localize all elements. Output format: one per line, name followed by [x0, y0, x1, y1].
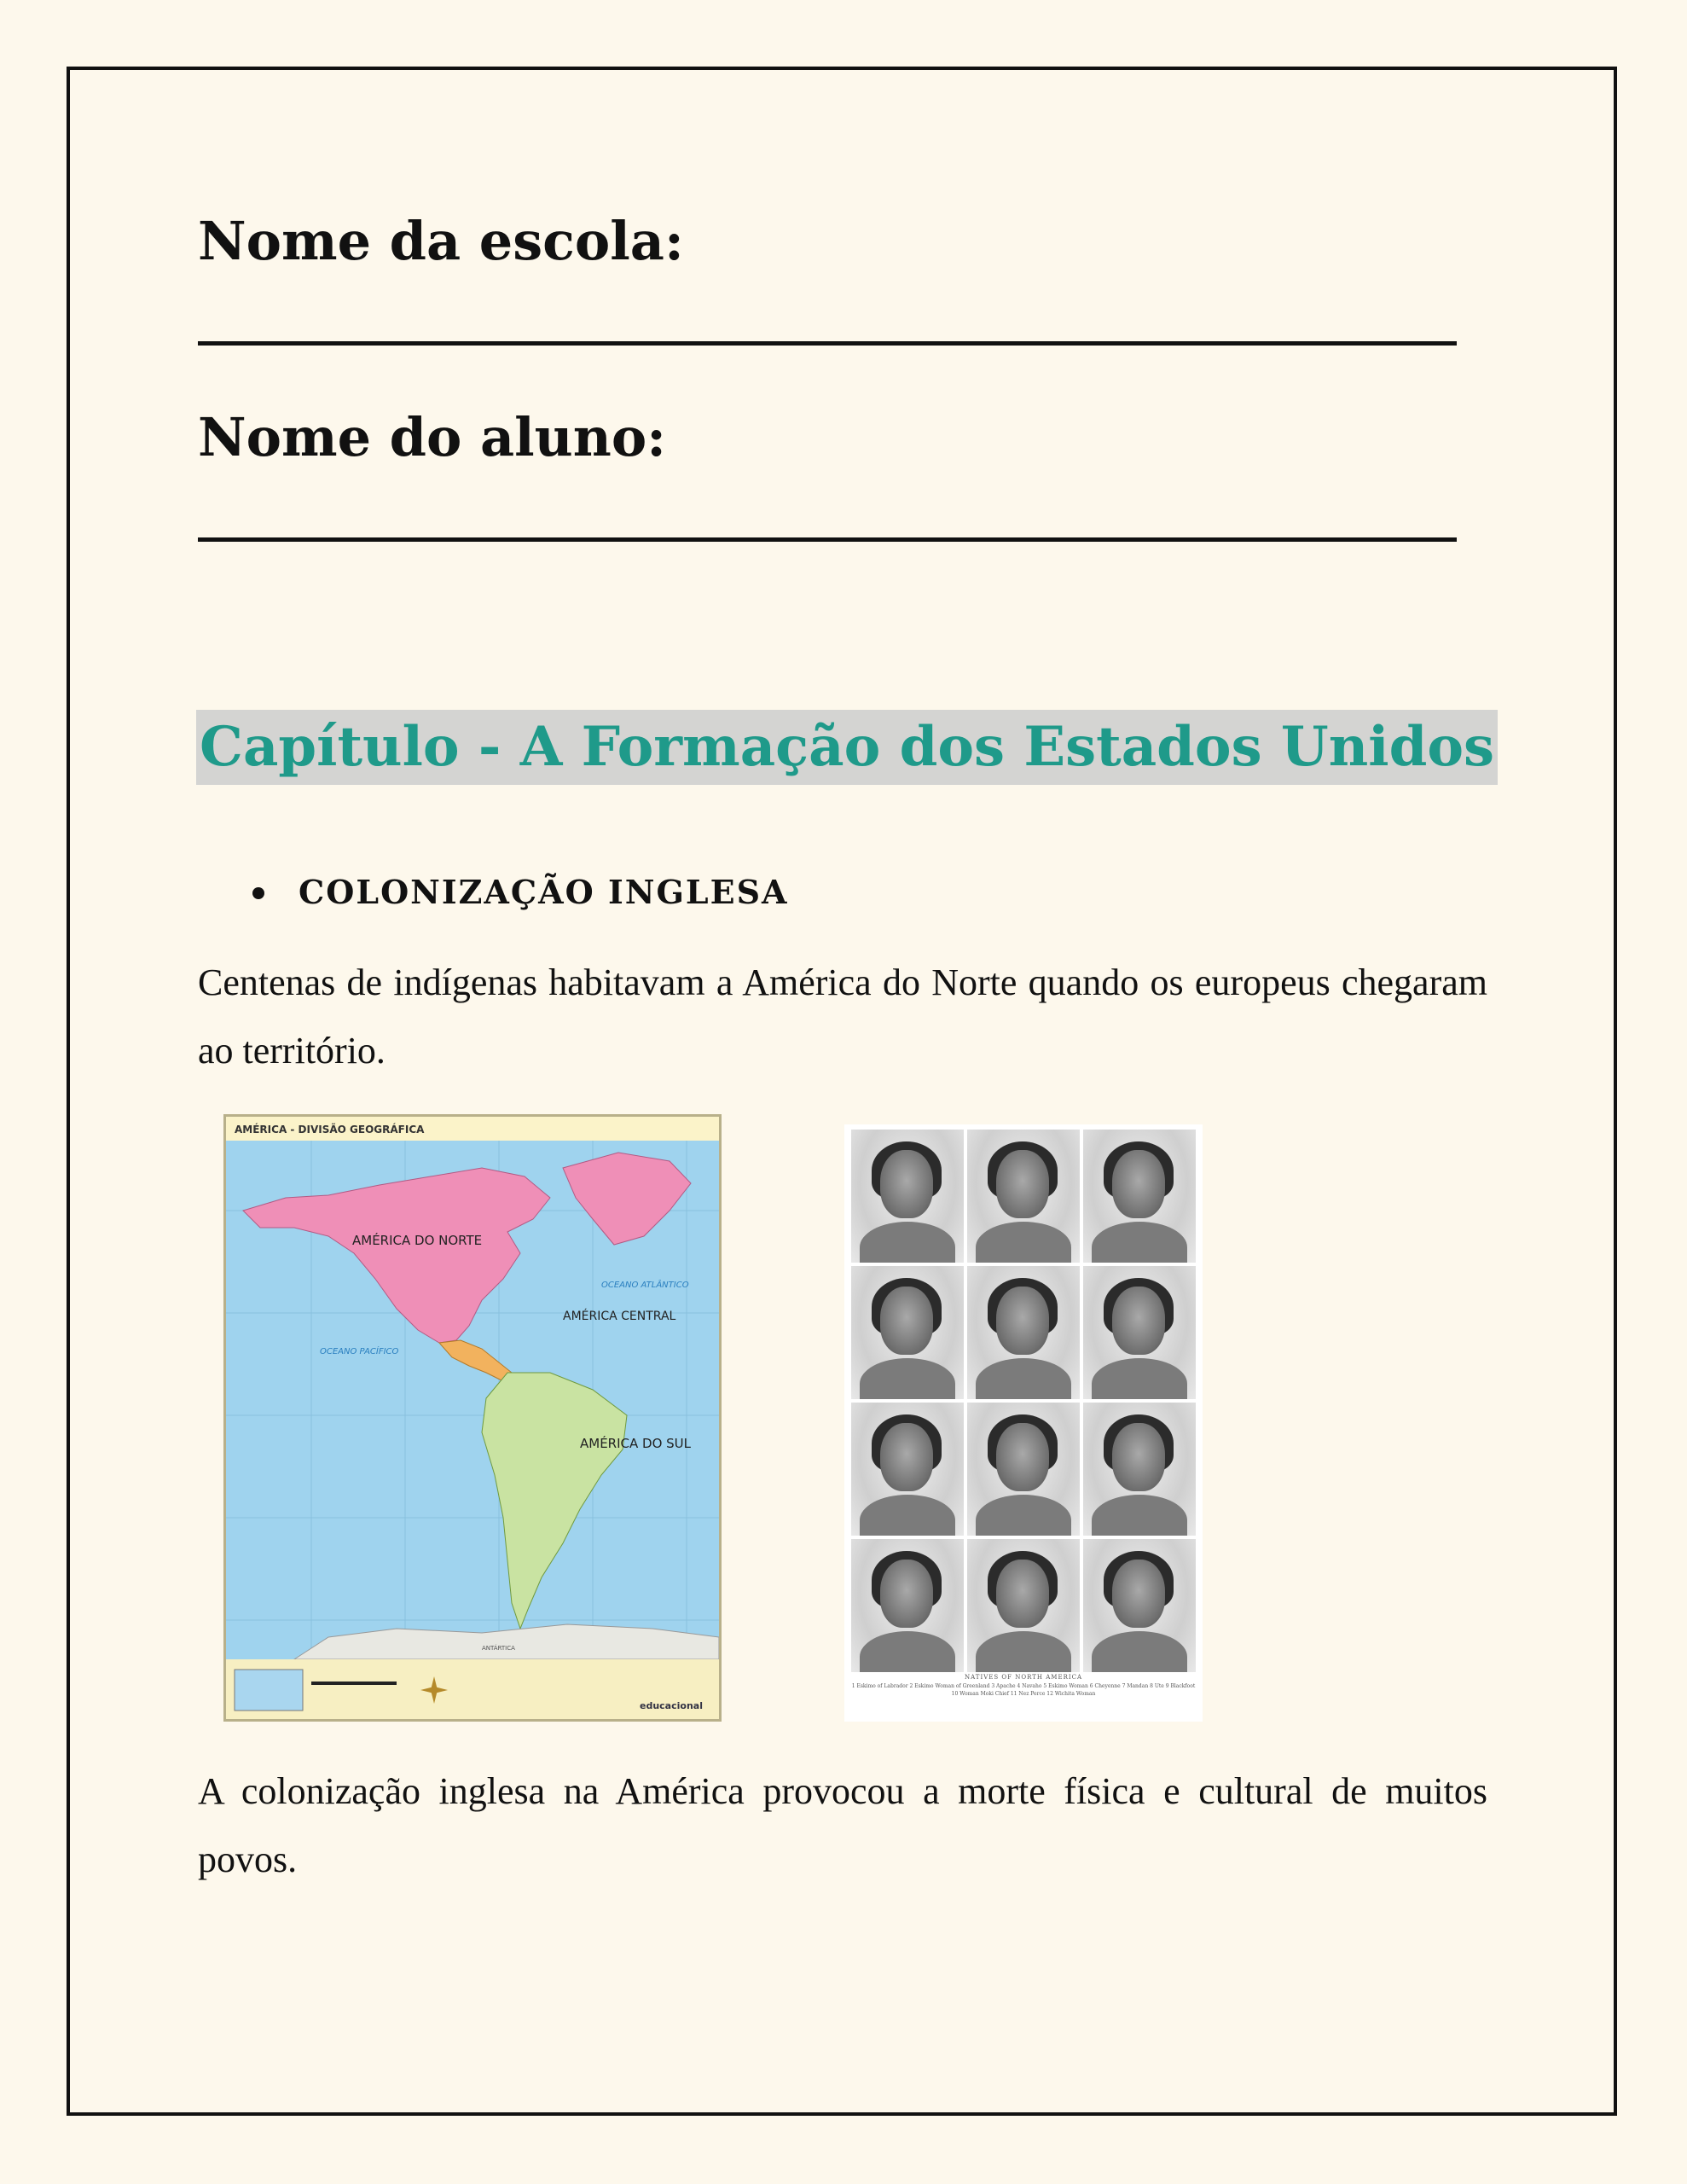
- chapter-title: Capítulo - A Formação dos Estados Unidos: [196, 710, 1498, 785]
- portrait-body: [976, 1631, 1071, 1672]
- portrait-body: [976, 1358, 1071, 1399]
- portrait-4: [851, 1266, 964, 1399]
- portrait-body: [1092, 1495, 1187, 1536]
- portrait-face: [996, 1287, 1049, 1355]
- label-antarctica: ANTÁRTICA: [482, 1645, 515, 1652]
- portrait-6: [1083, 1266, 1196, 1399]
- label-central-america: AMÉRICA CENTRAL: [563, 1310, 676, 1323]
- portrait-10: [851, 1539, 964, 1672]
- portrait-face: [1112, 1423, 1165, 1491]
- portrait-face: [880, 1287, 933, 1355]
- portrait-body: [860, 1631, 955, 1672]
- label-atlantic-ocean: OCEANO ATLÂNTICO: [601, 1281, 689, 1290]
- portrait-body: [1092, 1222, 1187, 1263]
- portrait-face: [1112, 1560, 1165, 1628]
- america-map-figure: [223, 1114, 722, 1722]
- america-map: [226, 1117, 719, 1719]
- portrait-7: [851, 1403, 964, 1536]
- scale-bar: [311, 1682, 397, 1685]
- conclusion-paragraph: A colonização inglesa na América provocou a morte física e cultural de muitos povos.: [198, 1770, 1487, 1880]
- portrait-8: [967, 1403, 1080, 1536]
- portrait-face: [996, 1423, 1049, 1491]
- portrait-grid: [851, 1130, 1196, 1672]
- map-logo: educacional: [640, 1700, 703, 1711]
- label-north-america: AMÉRICA DO NORTE: [352, 1233, 483, 1248]
- portrait-face: [880, 1150, 933, 1218]
- portrait-body: [860, 1495, 955, 1536]
- intro-paragraph: Centenas de indígenas habitavam a América do Norte quando os europeus chegaram ao território.: [198, 961, 1487, 1072]
- portrait-12: [1083, 1539, 1196, 1672]
- student-name-line[interactable]: [198, 537, 1457, 542]
- section-heading: COLONIZAÇÃO INGLESA: [299, 873, 789, 911]
- map-title: AMÉRICA - DIVISÃO GEOGRÁFICA: [235, 1124, 425, 1136]
- portraits-caption: [851, 1674, 1196, 1720]
- portrait-11: [967, 1539, 1080, 1672]
- portrait-3: [1083, 1130, 1196, 1263]
- portrait-face: [996, 1150, 1049, 1218]
- student-name-label: Nome do aluno:: [198, 406, 667, 468]
- portrait-5: [967, 1266, 1080, 1399]
- portrait-face: [880, 1423, 933, 1491]
- portrait-body: [860, 1358, 955, 1399]
- portrait-body: [1092, 1631, 1187, 1672]
- portrait-1: [851, 1130, 964, 1263]
- portrait-body: [976, 1495, 1071, 1536]
- bullet-icon: [252, 887, 264, 899]
- school-name-label: Nome da escola:: [198, 210, 684, 272]
- portraits-caption-list: 1 Eskimo of Labrador 2 Eskimo Woman of Greenland 3 Apache 4 Navaho 5 Eskimo Woman 6 Cheyenne 7 Mandan 8 Ute 9 Blackfoot 10 Woman Moki Chief 11 Nez Perce 12 Wichita Woman: [851, 1683, 1196, 1697]
- portrait-body: [860, 1222, 955, 1263]
- locator-inset: [235, 1670, 303, 1711]
- portrait-face: [996, 1560, 1049, 1628]
- native-portraits-figure: [844, 1124, 1203, 1722]
- portrait-body: [976, 1222, 1071, 1263]
- label-pacific-ocean: OCEANO PACÍFICO: [320, 1347, 399, 1356]
- label-south-america: AMÉRICA DO SUL: [580, 1436, 692, 1451]
- portrait-face: [880, 1560, 933, 1628]
- portrait-9: [1083, 1403, 1196, 1536]
- school-name-line[interactable]: [198, 341, 1457, 346]
- portrait-body: [1092, 1358, 1187, 1399]
- portrait-face: [1112, 1287, 1165, 1355]
- portrait-2: [967, 1130, 1080, 1263]
- portrait-face: [1112, 1150, 1165, 1218]
- portraits-caption-title: NATIVES OF NORTH AMERICA: [964, 1674, 1083, 1681]
